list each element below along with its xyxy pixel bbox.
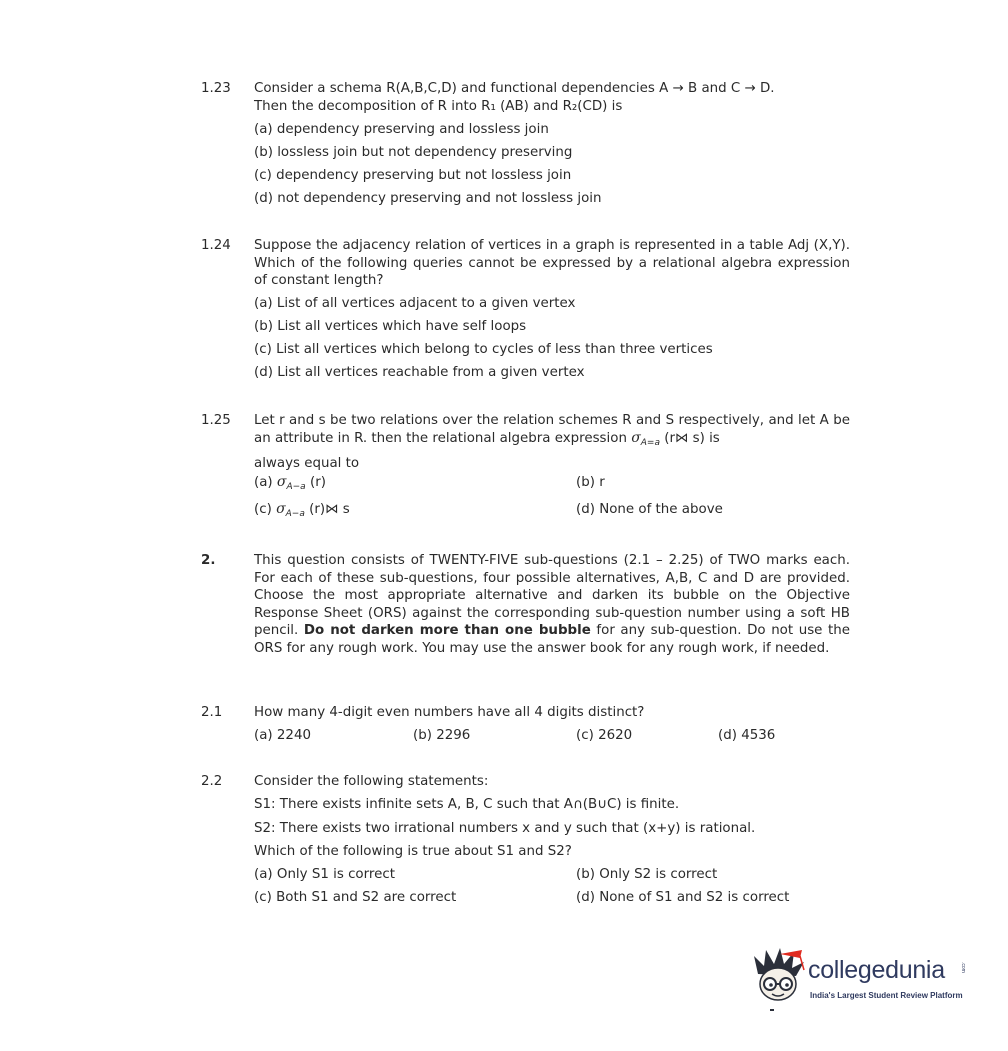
option-c: (c) $\sigma_{A-a}$ (r)⋈ s xyxy=(254,501,350,519)
option-a: (a) $\sigma_{A-a}$ (r) xyxy=(254,474,326,492)
option-c: (c) dependency preserving but not lossless join xyxy=(254,168,572,183)
question-prompt: Which of the following is true about S1 and S2? xyxy=(254,844,572,859)
question-number: 2.1 xyxy=(201,705,223,720)
statement-s2: S2: There exists two irrational numbers x and y such that (x+y) is rational. xyxy=(254,821,756,836)
option-c: (c) List all vertices which belong to cycles of less than three vertices xyxy=(254,342,713,357)
collegedunia-logo xyxy=(750,944,980,1014)
option-b: (b) Only S2 is correct xyxy=(576,867,718,882)
question-text: How many 4-digit even numbers have all 4 digits distinct? xyxy=(254,705,645,720)
logo-tagline: India's Largest Student Review Platform xyxy=(810,991,963,1000)
option-c: (c) Both S1 and S2 are correct xyxy=(254,890,457,905)
option-b: (b) r xyxy=(576,475,605,490)
option-b: (b) lossless join but not dependency preserving xyxy=(254,145,573,160)
option-a: (a) Only S1 is correct xyxy=(254,867,395,882)
option-a: (a) List of all vertices adjacent to a given vertex xyxy=(254,296,576,311)
option-d: (d) not dependency preserving and not lossless join xyxy=(254,191,602,206)
option-a: (a) 2240 xyxy=(254,728,311,743)
statement-s1: S1: There exists infinite sets A, B, C such that A∩(B∪C) is finite. xyxy=(254,797,680,812)
option-d: (d) List all vertices reachable from a given vertex xyxy=(254,365,585,380)
instructions-text: This question consists of TWENTY-FIVE sub-questions (2.1 – 2.25) of TWO marks each. For each of these sub-questions, four possible alternatives, A,B, C and D are provided. Choose the most appropriate alternative and darken its bubble on the Objective Response Sheet (ORS) against the corresponding sub-question number using a soft HB pencil. Do not darken more than one bubble for any sub-question. Do not use the ORS for any rough work. You may use the answer book for any rough work, if needed. xyxy=(254,553,850,656)
option-d: (d) None of the above xyxy=(576,502,723,517)
option-b: (b) 2296 xyxy=(413,728,471,743)
question-text: Suppose the adjacency relation of vertices in a graph is represented in a table Adj (X,Y). Which of the following queries cannot be expressed by a relational algebra expression of constant length? xyxy=(254,238,850,288)
option-b: (b) List all vertices which have self loops xyxy=(254,319,527,334)
mascot-icon xyxy=(750,944,810,1014)
option-a: (a) dependency preserving and lossless join xyxy=(254,122,549,137)
logo-wordmark: collegedunia xyxy=(808,956,945,984)
option-c: (c) 2620 xyxy=(576,728,633,743)
logo-dotcom: .com xyxy=(960,962,966,973)
option-d: (d) None of S1 and S2 is correct xyxy=(576,890,790,905)
section-number: 2. xyxy=(201,553,216,568)
question-intro: Consider the following statements: xyxy=(254,774,489,789)
question-number: 1.23 xyxy=(201,81,231,96)
bold-warning: Do not darken more than one bubble xyxy=(303,623,591,638)
question-text: Let r and s be two relations over the relation schemes R and S respectively, and let A be an attribute in R. then the relational algebra expression $\sigma_{A=a}$ (r⋈ s) is always equal to xyxy=(254,413,850,471)
sigma-symbol: σ xyxy=(631,429,641,446)
question-number: 1.24 xyxy=(201,238,231,253)
question-text: Consider a schema R(A,B,C,D) and functional dependencies A → B and C → D. Then the decomposition of R into R₁ (AB) and R₂(CD) is xyxy=(254,81,775,114)
question-number: 2.2 xyxy=(201,774,223,789)
option-d: (d) 4536 xyxy=(718,728,776,743)
question-number: 1.25 xyxy=(201,413,231,428)
